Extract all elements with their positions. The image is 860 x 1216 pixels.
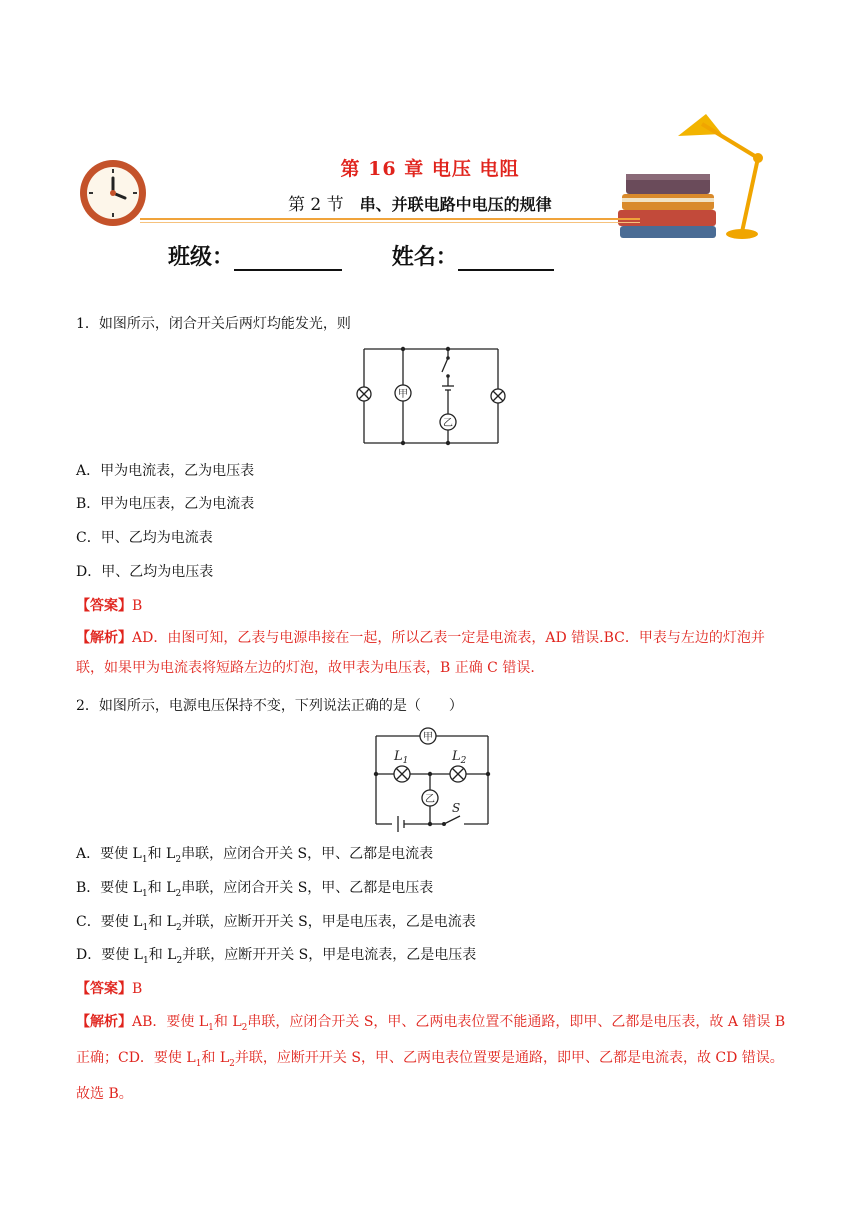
q2-explain-tag: 【解析】 [76, 1014, 132, 1030]
q1-explain-tag: 【解析】 [76, 630, 132, 646]
q2-answer [76, 979, 142, 999]
q1-explanation [76, 623, 788, 683]
q1-answer-value: B [132, 598, 143, 614]
q1-meter1-label: 甲 [398, 389, 408, 400]
q2-option-c[interactable]: C．要使 $L_1$和 $L_2$并联，应断开开关 S，甲是电压表，乙是电流表 [76, 914, 476, 933]
chapter-title: 第 16 章 电压 电阻 [340, 158, 520, 180]
section-number: 第 2 节 [288, 195, 344, 215]
class-label: 班级： [168, 245, 235, 270]
q1-option-b[interactable]: B．甲为电压表，乙为电流表 [76, 496, 255, 512]
q1-stem: 1．如图所示，闭合开关后两灯均能发光，则 [76, 316, 351, 332]
q2-meter1-label: 甲 [423, 732, 433, 743]
q2-switch-label: S [452, 801, 461, 815]
class-blank[interactable] [234, 247, 342, 271]
q1-circuit-diagram [350, 340, 510, 452]
header-divider-thin [140, 222, 640, 223]
section-name: 串、并联电路中电压的规律 [359, 195, 552, 214]
q2-explanation: 【解析】AB．要使 $L_1$和 $L_2$串联，应闭合开关 S，甲、乙两电表位置不能通路，即甲、乙都是电压表，故 A 错误 B 正确；CD．要使 $L_1$和 $L_2$并联，应断开开关 S，甲、乙两电表位置要是通路，即甲、乙都是电流表，故 CD 错误。故选 B。 [76, 1014, 786, 1102]
section-title [288, 190, 552, 215]
q2-answer-tag: 【答案】 [76, 981, 132, 997]
q2-lamp1-label: $L_1$ [394, 749, 409, 766]
q2-circuit-diagram [364, 722, 498, 834]
student-info-row [168, 240, 554, 271]
q1-meter2-label: 乙 [443, 418, 453, 429]
q1-answer-tag: 【答案】 [76, 598, 132, 614]
q2-answer-value: B [132, 981, 143, 997]
q1-option-a[interactable]: A．甲为电流表，乙为电压表 [76, 463, 255, 479]
name-blank[interactable] [458, 247, 554, 271]
q2-stem: 2．如图所示，电源电压保持不变，下列说法正确的是（ ） [76, 698, 463, 714]
name-label: 姓名： [391, 245, 458, 270]
q2-meter2-label: 乙 [425, 794, 435, 805]
q2-option-b[interactable]: B．要使 $L_1$和 $L_2$串联，应闭合开关 S，甲、乙都是电压表 [76, 880, 434, 899]
q1-option-d[interactable]: D．甲、乙均为电压表 [76, 564, 214, 580]
q1-option-c[interactable]: C．甲、乙均为电流表 [76, 530, 213, 546]
header-divider [140, 218, 640, 220]
q2-option-a[interactable]: A．要使 $L_1$和 $L_2$串联，应闭合开关 S，甲、乙都是电流表 [76, 846, 434, 865]
q2-lamp2-label: $L_2$ [452, 749, 467, 766]
q1-answer [76, 596, 142, 616]
q2-option-d[interactable]: D．要使 $L_1$和 $L_2$并联，应断开开关 S，甲是电流表，乙是电压表 [76, 947, 477, 966]
q1-explain-text: AD．由图可知，乙表与电源串接在一起，所以乙表一定是电流表，AD 错误.BC．甲表与左边的灯泡并联，如果甲为电流表将短路左边的灯泡，故甲表为电压表，B 正确 C 错误. [76, 630, 765, 676]
